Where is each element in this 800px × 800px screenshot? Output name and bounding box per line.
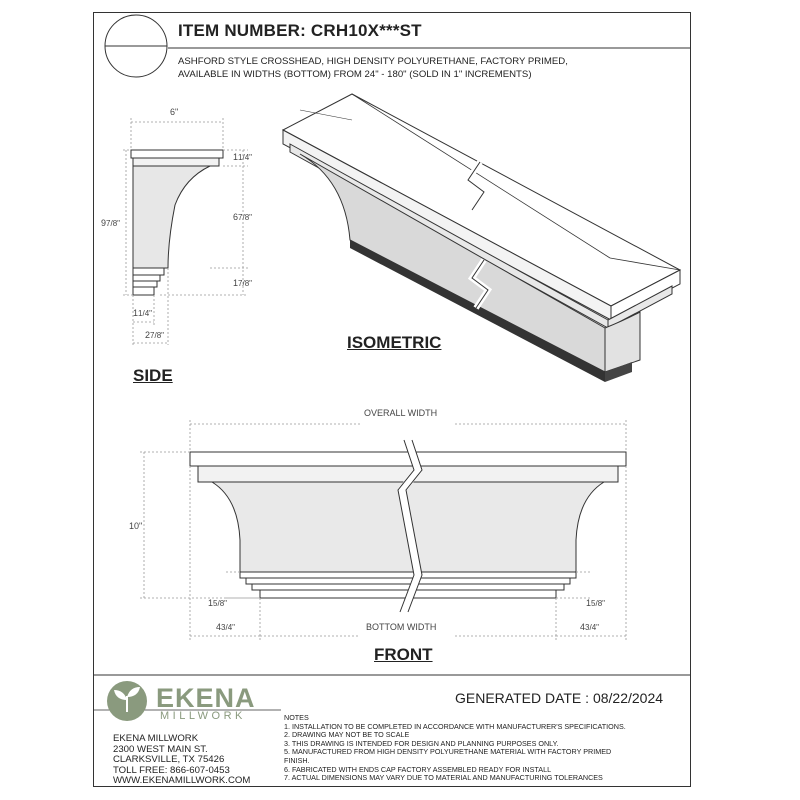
description-line-1: ASHFORD STYLE CROSSHEAD, HIGH DENSITY POLYURETHANE, FACTORY PRIMED, [178, 56, 568, 67]
front-right-base-whole: 1 [586, 598, 592, 608]
company-line: CLARKSVILLE, TX 75426 [113, 754, 225, 766]
front-left-overhang-whole: 4 [216, 622, 222, 632]
ekena-logo-mark [107, 681, 147, 721]
logo-name: EKENA [156, 683, 256, 713]
front-right-overhang-dim [580, 622, 599, 632]
company-address [113, 734, 250, 787]
front-left-base-whole: 1 [208, 598, 214, 608]
side-body-height-frac: 7/8" [238, 213, 252, 222]
side-base-height [233, 278, 252, 288]
side-cap-height-frac: 1/4" [238, 153, 252, 162]
side-step-2 [133, 275, 160, 281]
front-view-label: FRONT [374, 645, 433, 664]
side-bottom-depth [145, 330, 164, 340]
front-left-overhang-frac: 3/4" [221, 623, 235, 632]
side-step-1 [133, 268, 164, 275]
side-base-height-frac: 7/8" [238, 279, 252, 288]
side-base-depth-frac: 1/4" [138, 309, 152, 318]
side-step-3 [133, 281, 157, 287]
item-number-title: ITEM NUMBER: CRH10X***ST [178, 21, 422, 40]
logo-subtitle: MILLWORK [160, 710, 246, 722]
side-width-top: 6" [170, 107, 179, 117]
side-base-depth [133, 308, 152, 318]
side-bottom-depth-whole: 2 [145, 330, 151, 340]
note-item: 5. MANUFACTURED FROM HIGH DENSITY POLYURETHANE MATERIAL WITH FACTORY PRIMED [284, 747, 612, 757]
front-right-base-dim [586, 598, 605, 608]
front-step-2 [246, 578, 570, 584]
front-left-base-dim [208, 598, 227, 608]
bottom-width-label: BOTTOM WIDTH [366, 622, 437, 632]
note-item: 2. DRAWING MAY NOT BE TO SCALE [284, 730, 410, 740]
front-cap-top [190, 452, 626, 466]
front-right-base-frac: 5/8" [591, 599, 605, 608]
front-step-1 [240, 572, 576, 578]
side-base-depth-whole: 1 [133, 308, 139, 318]
front-height-label: 10" [129, 521, 143, 531]
front-left-base-frac: 5/8" [213, 599, 227, 608]
company-line: 2300 WEST MAIN ST. [113, 743, 208, 755]
front-left-overhang-dim [216, 622, 235, 632]
side-cove [133, 166, 210, 268]
notes-block [284, 714, 684, 783]
note-item: 1. INSTALLATION TO BE COMPLETED IN ACCORDANCE WITH MANUFACTURER'S SPECIFICATIONS. [284, 721, 626, 731]
side-height-total [101, 218, 120, 228]
company-website: WWW.EKENAMILLWORK.COM [113, 775, 251, 787]
side-body-height-whole: 6 [233, 212, 239, 222]
side-height-total-whole: 9 [101, 218, 107, 228]
front-step-3 [252, 584, 564, 590]
front-right-overhang-whole: 4 [580, 622, 586, 632]
description-line-2: AVAILABLE IN WIDTHS (BOTTOM) FROM 24" - 180" (SOLD IN 1" INCREMENTS) [178, 69, 532, 80]
note-item: 6. FABRICATED WITH ENDS CAP FACTORY ASSEMBLED READY FOR INSTALL [284, 764, 552, 774]
side-height-total-frac: 7/8" [106, 219, 120, 228]
side-cap-bottom [133, 158, 219, 166]
side-cap-top [131, 150, 223, 158]
side-cap-height [233, 152, 252, 162]
note-item: 3. THIS DRAWING IS INTENDED FOR DESIGN AND PLANNING PURPOSES ONLY. [284, 738, 559, 748]
side-step-4 [133, 287, 154, 295]
company-line: EKENA MILLWORK [113, 733, 199, 744]
side-bottom-depth-frac: 7/8" [150, 331, 164, 340]
overall-width-label: OVERALL WIDTH [364, 408, 438, 418]
item-description [178, 55, 678, 81]
notes-title: NOTES [284, 713, 309, 722]
side-view-label: SIDE [133, 366, 173, 385]
side-cap-height-whole: 1 [233, 152, 239, 162]
company-line: TOLL FREE: 866-607-0453 [113, 764, 230, 776]
generated-date: GENERATED DATE : 08/22/2024 [455, 690, 664, 706]
front-right-overhang-frac: 3/4" [585, 623, 599, 632]
side-body-height [233, 212, 252, 222]
side-base-height-whole: 1 [233, 278, 239, 288]
isometric-view-label: ISOMETRIC [347, 333, 442, 352]
note-item: FINISH. [284, 755, 310, 765]
note-item: 7. ACTUAL DIMENSIONS MAY VARY DUE TO MATERIAL AND MANUFACTURING TOLERANCES [284, 773, 603, 783]
isometric-view [283, 94, 680, 382]
